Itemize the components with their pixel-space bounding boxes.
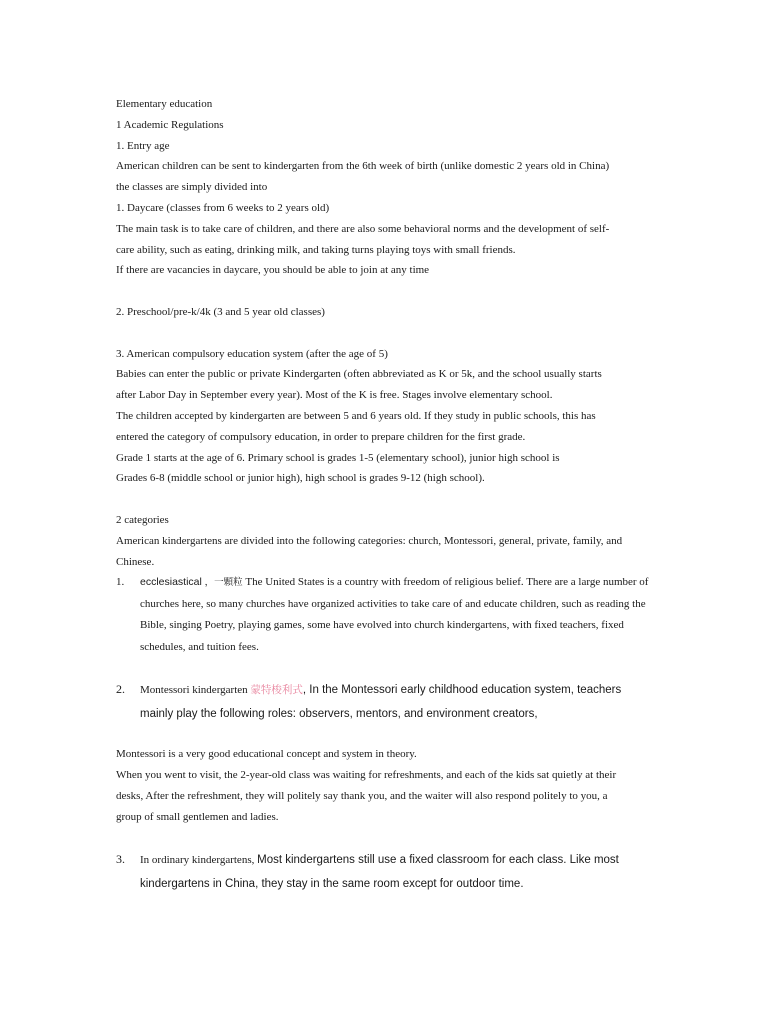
list-item-body <box>140 848 656 896</box>
list-number: 3. <box>116 851 125 866</box>
spacer <box>116 281 656 302</box>
paragraph-line: desks, After the refreshment, they will politely say thank you, and the waiter will also respond politely to you, a <box>116 789 608 802</box>
paragraph-line: If there are vacancies in daycare, you should be able to join at any time <box>116 264 430 277</box>
list-item-label: ecclesiastical <box>140 576 202 589</box>
paragraph-line: American children can be sent to kindergarten from the 6th week of birth (unlike domestic 2 years old in China) <box>116 160 610 173</box>
paragraph-line: the classes are simply divided into <box>116 181 268 194</box>
list-item-ordinary <box>116 848 656 896</box>
paragraph-line: When you went to visit, the 2-year-old class was waiting for refreshments, and each of the kids sat quietly at their <box>116 769 617 782</box>
paragraph-line: American kindergartens are divided into the following categories: church, Montessori, general, private, family, and <box>116 534 623 547</box>
section-heading-academic: 1 Academic Regulations <box>116 118 224 131</box>
subheading-entry-age: 1. Entry age <box>116 139 170 152</box>
list-item-label: In ordinary kindergartens, <box>140 853 258 866</box>
list-item-text: , In the Montessori early childhood education system, teachers mainly play the following roles: observers, mentors, and environment creators, <box>140 684 622 721</box>
list-number: 1. <box>116 576 125 589</box>
spacer <box>116 323 656 344</box>
subheading-compulsory: 3. American compulsory education system (after the age of 5) <box>116 347 388 360</box>
paragraph-line: after Labor Day in September every year). Most of the K is free. Stages involve elementary school. <box>116 389 553 402</box>
list-item-ecclesiastical <box>116 572 656 658</box>
paragraph-line: group of small gentlemen and ladies. <box>116 810 279 823</box>
list-number: 2. <box>116 682 125 697</box>
spacer <box>116 489 656 510</box>
list-item-montessori <box>116 678 656 726</box>
paragraph-line: Grades 6-8 (middle school or junior high), high school is grades 9-12 (high school). <box>116 472 485 485</box>
paragraph-line: Montessori is a very good educational concept and system in theory. <box>116 748 417 761</box>
subheading-daycare: 1. Daycare (classes from 6 weeks to 2 years old) <box>116 201 330 214</box>
paragraph-line: care ability, such as eating, drinking milk, and taking turns playing toys with small friends. <box>116 243 516 256</box>
paragraph-line: Babies can enter the public or private Kindergarten (often abbreviated as K or 5k, and the school usually starts <box>116 368 602 381</box>
list-item-body <box>140 572 656 658</box>
paragraph-line: Grade 1 starts at the age of 6. Primary school is grades 1-5 (elementary school), junior high school is <box>116 451 560 464</box>
list-item-text: Most kindergartens still use a fixed classroom for each class. Like most kindergartens in China, they stay in the same room except for outdoor time. <box>140 853 619 890</box>
list-item-body <box>140 678 656 726</box>
subheading-preschool: 2. Preschool/pre-k/4k (3 and 5 year old classes) <box>116 305 325 318</box>
paragraph-line: Chinese. <box>116 555 155 568</box>
paragraph-line: The children accepted by kindergarten are between 5 and 6 years old. If they study in public schools, this has <box>116 409 596 422</box>
document-page <box>116 94 656 896</box>
list-item-text: The United States is a country with freedom of religious belief. There are a large number of churches here, so many churches have organized activities to take care of and educate children, such as reading the Bible, singing Poetry, playing games, some have evolved into church kindergartens, with fixed teachers, fixed schedules, and tuition fees. <box>140 576 649 653</box>
list-item-cjk: ，一顆粒 <box>204 577 243 589</box>
spacer <box>116 726 656 744</box>
document-title: Elementary education <box>116 98 213 110</box>
list-item-cjk: 蒙特梭利式 <box>250 684 303 697</box>
section-heading-categories: 2 categories <box>116 513 169 526</box>
paragraph-line: The main task is to take care of children, and there are also some behavioral norms and the development of self- <box>116 222 610 235</box>
list-item-label: Montessori kindergarten <box>140 684 251 697</box>
paragraph-line: entered the category of compulsory education, in order to prepare children for the first grade. <box>116 430 526 443</box>
